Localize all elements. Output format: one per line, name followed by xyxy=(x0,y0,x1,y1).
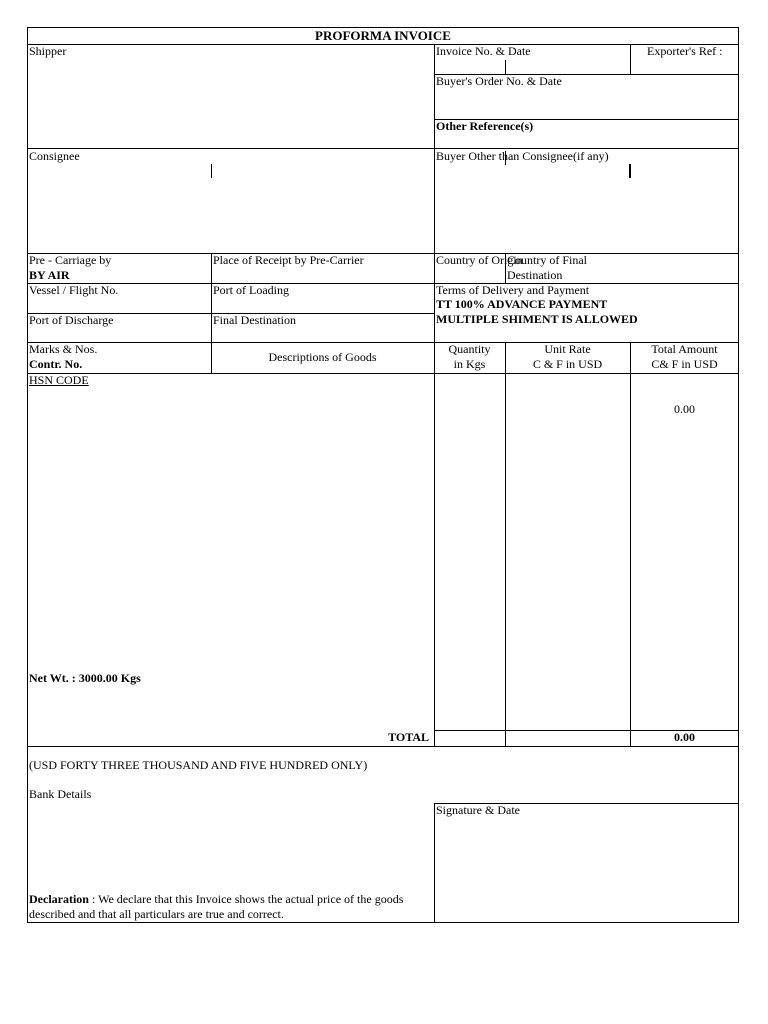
rule-title-bottom xyxy=(27,44,739,45)
declaration-label: Declaration xyxy=(29,892,89,906)
rule-signature-divider xyxy=(434,803,435,923)
signature-date-label: Signature & Date xyxy=(436,803,520,817)
hsn-code-label: HSN CODE xyxy=(29,373,89,387)
terms-line2: MULTIPLE SHIMENT IS ALLOWED xyxy=(436,312,638,326)
unit-rate-header-line2: C & F in USD xyxy=(532,357,603,371)
descriptions-header: Descriptions of Goods xyxy=(268,350,377,364)
country-of-final-label-line2: Destination xyxy=(507,268,563,282)
declaration-text: : We declare that this Invoice shows the actual price of the goods described and that all particulars are true and correct. xyxy=(29,892,404,921)
terms-line1: TT 100% ADVANCE PAYMENT xyxy=(436,297,608,311)
buyer-other-label: Buyer Other than Consignee(if any) xyxy=(436,149,609,163)
place-of-receipt-label: Place of Receipt by Pre-Carrier xyxy=(213,253,364,267)
port-of-discharge-label: Port of Discharge xyxy=(29,313,114,327)
buyers-order-label: Buyer's Order No. & Date xyxy=(436,74,562,88)
final-destination-label: Final Destination xyxy=(213,313,296,327)
rule-consignee-bottom xyxy=(27,253,739,254)
rule-consignee-mark xyxy=(211,164,212,178)
marks-nos-header: Marks & Nos. xyxy=(29,342,98,356)
rule-invoice-mark xyxy=(505,60,506,74)
exporters-ref-label: Exporter's Ref : xyxy=(647,44,723,58)
bank-details-label: Bank Details xyxy=(29,787,92,801)
net-weight-text: Net Wt. : 3000.00 Kgs xyxy=(29,671,141,685)
quantity-header-line2: in Kgs xyxy=(453,357,486,371)
rule-total-bottom xyxy=(27,746,739,747)
rule-main-divider xyxy=(434,44,435,746)
invoice-no-date-label: Invoice No. & Date xyxy=(436,44,531,58)
shipper-label: Shipper xyxy=(29,44,67,58)
rule-shipper-bottom xyxy=(27,148,739,149)
invoice-frame xyxy=(27,27,739,923)
declaration-paragraph xyxy=(29,892,429,922)
total-value: 0.00 xyxy=(674,730,695,744)
terms-label: Terms of Delivery and Payment xyxy=(436,283,590,297)
quantity-header-line1: Quantity xyxy=(448,342,491,356)
vessel-flight-label: Vessel / Flight No. xyxy=(29,283,119,297)
total-label: TOTAL xyxy=(388,730,429,744)
other-references-label: Other Reference(s) xyxy=(436,119,534,133)
pre-carriage-label: Pre - Carriage by xyxy=(29,253,112,267)
amount-in-words: (USD FORTY THREE THOUSAND AND FIVE HUNDRED ONLY) xyxy=(29,758,368,772)
port-of-loading-label: Port of Loading xyxy=(213,283,289,297)
total-amount-header-line1: Total Amount xyxy=(651,342,718,356)
total-amount-header-line2: C& F in USD xyxy=(651,357,718,371)
rule-precarriage-bottom xyxy=(27,283,739,284)
country-of-origin-label: Country of Origin xyxy=(436,253,523,267)
rule-buyer-other-mark-right xyxy=(629,164,631,178)
row-amount-value: 0.00 xyxy=(674,402,695,416)
page-title: PROFORMA INVOICE xyxy=(315,28,451,43)
consignee-label: Consignee xyxy=(29,149,80,163)
unit-rate-header-line1: Unit Rate xyxy=(544,342,591,356)
pre-carriage-value: BY AIR xyxy=(29,268,70,282)
rule-qty-divider xyxy=(505,342,506,746)
contr-no-header: Contr. No. xyxy=(29,357,83,371)
country-of-final-label-line1: Country of Final xyxy=(507,253,587,267)
rule-exporter-divider xyxy=(630,44,631,74)
rule-table-head-bottom xyxy=(27,373,739,374)
